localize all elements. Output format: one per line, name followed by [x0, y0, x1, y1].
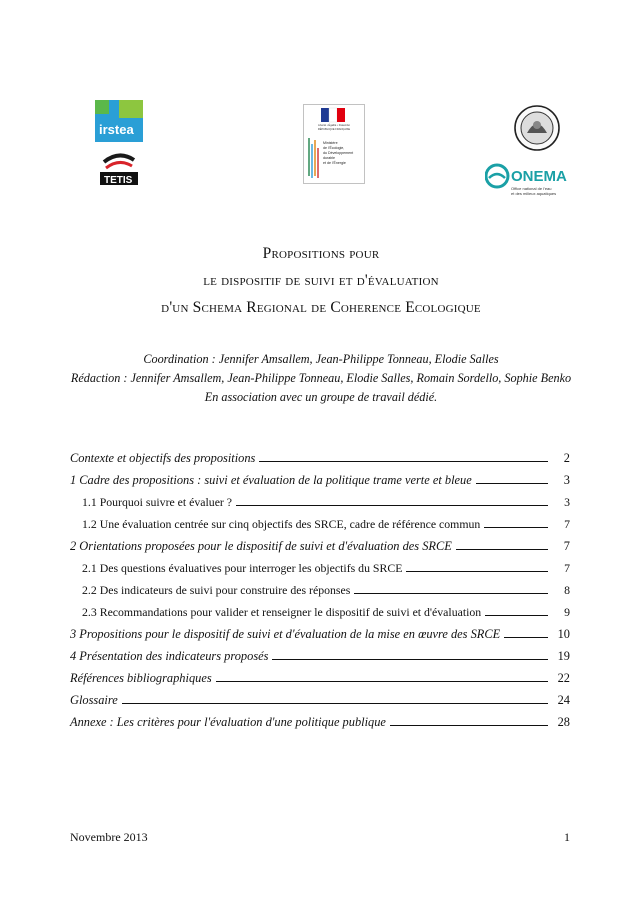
toc-entry-label: 2.1 Des questions évaluatives pour interroger les objectifs du SRCE — [82, 561, 403, 575]
onema-sub2: et des milieux aquatiques — [511, 191, 557, 196]
ministere-logo — [303, 104, 365, 184]
title-line: Propositions pour — [262, 245, 380, 262]
toc-entry-page: 22 — [557, 671, 570, 685]
toc-entry[interactable] — [70, 598, 570, 620]
toc-entry[interactable] — [70, 554, 570, 576]
toc-entry-page: 9 — [564, 605, 570, 619]
toc-entry-page: 10 — [557, 627, 570, 641]
onema-sub1: Office national de l'eau — [511, 186, 552, 191]
footer-date: Novembre 2013 — [70, 830, 148, 844]
toc-leader-line — [390, 725, 548, 726]
toc-entry-page: 24 — [557, 693, 570, 707]
toc-entry-label: Contexte et objectifs des propositions — [70, 451, 256, 465]
redaction-line: Rédaction : Jennifer Amsallem, Jean-Philippe Tonneau, Elodie Salles, Romain Sordello, Sophie Benko — [70, 371, 572, 385]
coordination-line: Coordination : Jennifer Amsallem, Jean-Philippe Tonneau, Elodie Salles — [143, 352, 499, 366]
toc-entry-label: Références bibliographiques — [70, 671, 212, 685]
tetis-logo-text: TETIS — [104, 175, 133, 186]
onema-logo — [485, 162, 571, 200]
ministere-line: du Développement — [323, 151, 354, 155]
toc-leader-line — [216, 681, 548, 682]
toc-entry[interactable] — [70, 642, 570, 664]
toc-leader-line — [272, 659, 548, 660]
toc-entry[interactable] — [70, 488, 570, 510]
toc-entry-label: 1 Cadre des propositions : suivi et évaluation de la politique trame verte et bleue — [70, 473, 472, 487]
toc-entry[interactable] — [70, 444, 570, 466]
toc-entry[interactable] — [70, 708, 570, 730]
toc-leader-line — [406, 571, 548, 572]
university-seal-logo — [514, 105, 560, 151]
toc-leader-line — [259, 461, 548, 462]
toc-entry-label: 1.1 Pourquoi suivre et évaluer ? — [82, 495, 233, 509]
irstea-logo-text: irstea — [99, 122, 134, 137]
toc-entry-label: 2.2 Des indicateurs de suivi pour construire des réponses — [82, 583, 351, 597]
association-line: En association avec un groupe de travail dédié. — [204, 390, 438, 404]
toc-entry[interactable] — [70, 686, 570, 708]
toc-entry-label: Annexe : Les critères pour l'évaluation d'une politique publique — [70, 715, 386, 729]
ministere-line: Ministère — [323, 141, 338, 145]
toc-entry-page: 3 — [563, 473, 570, 487]
toc-entry[interactable] — [70, 620, 570, 642]
toc-entry[interactable] — [70, 664, 570, 686]
toc-entry-page: 3 — [564, 495, 570, 509]
toc-leader-line — [485, 615, 548, 616]
ministere-line: et de l'Énergie — [323, 161, 346, 165]
ministere-republique: RÉPUBLIQUE FRANÇAISE — [317, 128, 351, 131]
ministere-motto: Liberté • Égalité • Fraternité — [318, 124, 350, 127]
ministere-line: de l'Écologie, — [323, 146, 345, 150]
toc-leader-line — [484, 527, 548, 528]
toc-entry[interactable] — [70, 466, 570, 488]
footer-page-number: 1 — [564, 830, 570, 844]
toc-entry-page: 19 — [557, 649, 570, 663]
toc-leader-line — [504, 637, 548, 638]
onema-logo-text: ONEMA — [511, 168, 567, 185]
toc-leader-line — [476, 483, 548, 484]
page-footer — [70, 830, 570, 845]
toc-entry-label: 4 Présentation des indicateurs proposés — [70, 649, 269, 663]
toc-entry-page: 7 — [564, 517, 570, 531]
toc-entry-label: Glossaire — [70, 693, 118, 707]
toc-leader-line — [354, 593, 548, 594]
toc-leader-line — [236, 505, 548, 506]
title-line: le dispositif de suivi et d'évaluation — [203, 272, 439, 289]
toc-entry-page: 7 — [564, 561, 570, 575]
toc-entry-label: 3 Propositions pour le dispositif de suivi et d'évaluation de la mise en œuvre des SRCE — [70, 627, 501, 641]
toc-entry-label: 1.2 Une évaluation centrée sur cinq objectifs des SRCE, cadre de référence commun — [82, 517, 481, 531]
toc-entry[interactable] — [70, 576, 570, 598]
toc-entry[interactable] — [70, 532, 570, 554]
toc-entry-label: 2 Orientations proposées pour le dispositif de suivi et d'évaluation des SRCE — [70, 539, 452, 553]
toc-entry-page: 7 — [563, 539, 570, 553]
title-line: d'un Schema Regional de Coherence Ecologique — [161, 299, 481, 316]
toc-entry-page: 2 — [563, 451, 570, 465]
toc-leader-line — [122, 703, 548, 704]
tetis-logo — [98, 148, 140, 186]
document-title — [0, 240, 642, 321]
ministere-line: durable — [323, 156, 335, 160]
toc-entry-label: 2.3 Recommandations pour valider et renseigner le dispositif de suivi et d'évaluation — [82, 605, 482, 619]
table-of-contents — [70, 444, 570, 730]
toc-leader-line — [456, 549, 548, 550]
toc-entry[interactable] — [70, 510, 570, 532]
credits — [0, 350, 642, 407]
toc-entry-page: 8 — [564, 583, 570, 597]
toc-entry-page: 28 — [557, 715, 570, 729]
irstea-logo — [95, 100, 143, 142]
